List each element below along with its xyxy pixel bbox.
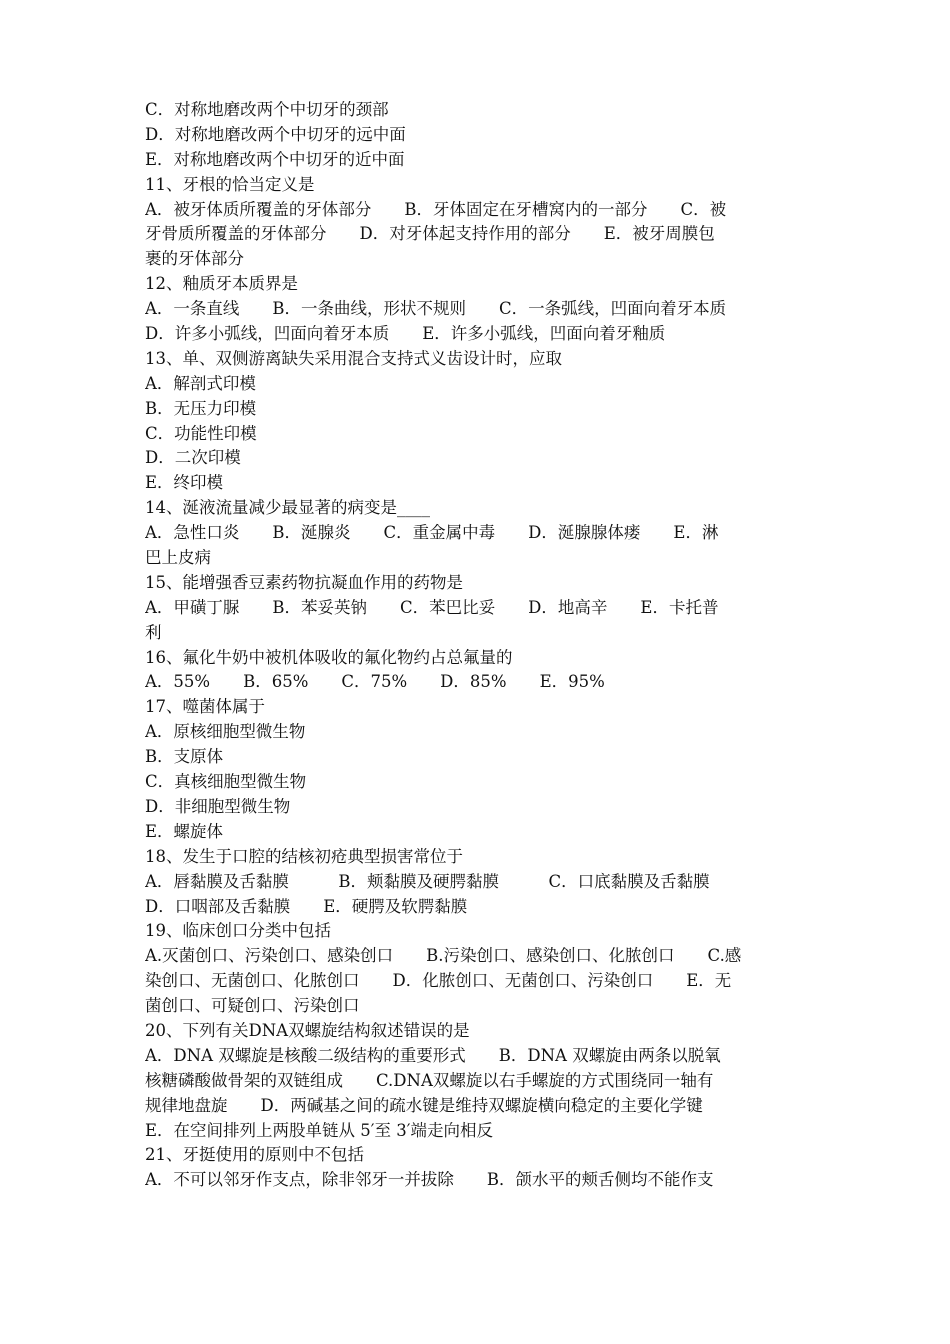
text-line: A．被牙体质所覆盖的牙体部分 B．牙体固定在牙槽窝内的一部分 C．被 <box>145 199 727 219</box>
text-line: B．无压力印模 <box>145 398 257 418</box>
text-line: A．唇黏膜及舌黏膜 B．颊黏膜及硬腭黏膜 C．口底黏膜及舌黏膜 <box>145 871 710 891</box>
question-title: 11、牙根的恰当定义是 <box>145 174 315 194</box>
text-line: 规律地盘旋 D．两碱基之间的疏水键是维持双螺旋横向稳定的主要化学键 <box>145 1095 703 1115</box>
text-line: D．许多小弧线，凹面向着牙本质 E．许多小弧线，凹面向着牙釉质 <box>145 324 666 344</box>
document-page <box>145 98 810 1193</box>
question-title: 15、能增强香豆素药物抗凝血作用的药物是 <box>145 572 463 592</box>
text-line: C．对称地磨改两个中切牙的颈部 <box>145 100 389 119</box>
text-line: 核糖磷酸做骨架的双链组成 C.DNA双螺旋以右手螺旋的方式围绕同一轴有 <box>145 1070 714 1090</box>
question-title: 13、单、双侧游离缺失采用混合支持式义齿设计时，应取 <box>145 348 562 368</box>
text-line: 菌创口、可疑创口、污染创口 <box>145 996 360 1016</box>
text-line: B．支原体 <box>145 747 224 767</box>
text-line: 利 <box>145 622 162 642</box>
text-line: E．终印模 <box>145 473 224 493</box>
text-line: C．功能性印模 <box>145 423 257 443</box>
text-line: D．口咽部及舌黏膜 E．硬腭及软腭黏膜 <box>145 896 468 916</box>
text-line: 巴上皮病 <box>145 548 211 568</box>
text-line: A．急性口炎 B．涎腺炎 C．重金属中毒 D．涎腺腺体瘘 E．淋 <box>145 523 719 543</box>
text-line: C．真核细胞型微生物 <box>145 772 307 792</box>
text-line: A．原核细胞型微生物 <box>145 722 306 742</box>
question-title: 17、噬菌体属于 <box>145 697 265 717</box>
text-line: A．55% B．65% C．75% D．85% E．95% <box>145 672 605 692</box>
question-title: 12、釉质牙本质界是 <box>145 274 298 294</box>
question-title: 14、涎液流量减少最显著的病变是____ <box>145 498 430 518</box>
text-line: 染创口、无菌创口、化脓创口 D．化脓创口、无菌创口、污染创口 E．无 <box>145 971 732 991</box>
question-title: 18、发生于口腔的结核初疮典型损害常位于 <box>145 846 463 866</box>
text-line: A．一条直线 B．一条曲线，形状不规则 C．一条弧线，凹面向着牙本质 <box>145 299 727 319</box>
question-title: 16、氟化牛奶中被机体吸收的氟化物约占总氟量的 <box>145 647 513 667</box>
text-line: E．在空间排列上两股单链从 5′至 3′端走向相反 <box>145 1120 494 1140</box>
text-line: A．解剖式印模 <box>145 373 256 393</box>
text-line: A.灭菌创口、污染创口、感染创口 B.污染创口、感染创口、化脓创口 C.感 <box>145 946 742 966</box>
text-line: 牙骨质所覆盖的牙体部分 D．对牙体起支持作用的部分 E．被牙周膜包 <box>145 224 715 244</box>
question-title: 20、下列有关DNA双螺旋结构叙述错误的是 <box>145 1020 470 1040</box>
text-line: A．DNA 双螺旋是核酸二级结构的重要形式 B．DNA 双螺旋由两条以脱氧 <box>145 1045 721 1065</box>
text-line: A．甲磺丁脲 B．苯妥英钠 C．苯巴比妥 D．地高辛 E．卡托普 <box>145 597 719 617</box>
text-line: D．对称地磨改两个中切牙的远中面 <box>145 124 406 144</box>
question-title: 21、牙挺使用的原则中不包括 <box>145 1145 364 1165</box>
text-line: D．二次印模 <box>145 448 241 468</box>
text-line: E．螺旋体 <box>145 821 224 841</box>
text-line: E．对称地磨改两个中切牙的近中面 <box>145 149 405 169</box>
question-title: 19、临床创口分类中包括 <box>145 921 331 941</box>
text-line: A．不可以邻牙作支点，除非邻牙一并拔除 B．颌水平的颊舌侧均不能作支 <box>145 1170 714 1190</box>
text-line: D．非细胞型微生物 <box>145 796 291 816</box>
text-line: 裹的牙体部分 <box>145 249 244 269</box>
